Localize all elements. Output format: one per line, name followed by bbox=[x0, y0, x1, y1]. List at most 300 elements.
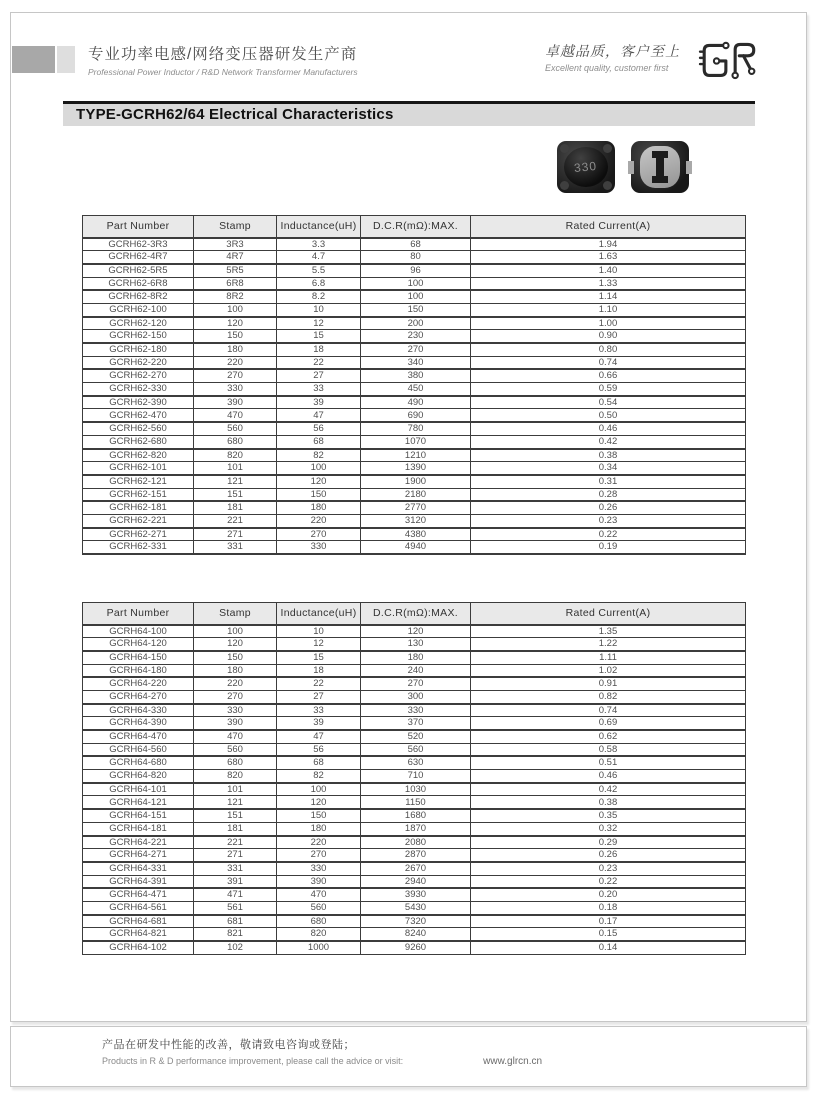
table-cell: GCRH64-270 bbox=[83, 690, 194, 703]
table-cell: GCRH64-120 bbox=[83, 638, 194, 651]
table-cell: 12 bbox=[277, 317, 361, 330]
table-cell: GCRH64-101 bbox=[83, 783, 194, 796]
table-cell: 1.35 bbox=[471, 625, 746, 638]
table-cell: 4940 bbox=[361, 541, 471, 554]
table-cell: 68 bbox=[361, 238, 471, 251]
table-cell: 3.3 bbox=[277, 238, 361, 251]
table-cell: 100 bbox=[194, 303, 277, 316]
table-cell: 0.23 bbox=[471, 514, 746, 527]
table-cell: 5430 bbox=[361, 901, 471, 914]
header-deco-light-square bbox=[57, 46, 75, 73]
table-cell: 0.29 bbox=[471, 836, 746, 849]
table-cell: 10 bbox=[277, 625, 361, 638]
table-cell: 1.40 bbox=[471, 264, 746, 277]
tagline-zh: 卓越品质，客户至上 bbox=[545, 43, 680, 59]
table-cell: 2940 bbox=[361, 875, 471, 888]
table-cell: 101 bbox=[194, 462, 277, 475]
table-cell: 6R8 bbox=[194, 277, 277, 290]
table-cell: 820 bbox=[277, 928, 361, 941]
table-cell: 0.62 bbox=[471, 730, 746, 743]
table-cell: 680 bbox=[277, 915, 361, 928]
table-cell: 270 bbox=[277, 849, 361, 862]
table-cell: GCRH64-100 bbox=[83, 625, 194, 638]
table-cell: 181 bbox=[194, 822, 277, 835]
table-cell: 56 bbox=[277, 743, 361, 756]
table-cell: 0.42 bbox=[471, 783, 746, 796]
table-row bbox=[83, 809, 746, 822]
table-cell: GCRH62-8R2 bbox=[83, 290, 194, 303]
table-cell: 3120 bbox=[361, 514, 471, 527]
table-cell: GCRH62-560 bbox=[83, 422, 194, 435]
table-cell: GCRH62-330 bbox=[83, 383, 194, 396]
table-cell: 0.69 bbox=[471, 717, 746, 730]
table-cell: 1.00 bbox=[471, 317, 746, 330]
table-cell: 1150 bbox=[361, 796, 471, 809]
table-cell: 151 bbox=[194, 809, 277, 822]
footer-note-en: Products in R & D performance improvement, please call the advice or visit: bbox=[102, 1056, 404, 1066]
table-cell: 181 bbox=[194, 501, 277, 514]
table-cell: 300 bbox=[361, 690, 471, 703]
table-cell: 2870 bbox=[361, 849, 471, 862]
table-cell: 690 bbox=[361, 409, 471, 422]
inductor-drum-core bbox=[564, 147, 608, 187]
table-cell: 3930 bbox=[361, 888, 471, 901]
table-cell: 2670 bbox=[361, 862, 471, 875]
table-row bbox=[83, 836, 746, 849]
table-row bbox=[83, 901, 746, 914]
table-cell: 0.17 bbox=[471, 915, 746, 928]
table-cell: 630 bbox=[361, 756, 471, 769]
column-header: Inductance(uH) bbox=[277, 216, 361, 238]
inductor-photo-top bbox=[557, 141, 615, 193]
company-name-en: Professional Power Inductor / R&D Network Transformer Manufacturers bbox=[88, 67, 358, 77]
table-cell: 22 bbox=[277, 677, 361, 690]
table-row bbox=[83, 770, 746, 783]
table-row bbox=[83, 462, 746, 475]
footer-website-url: www.glrcn.cn bbox=[483, 1056, 543, 1067]
table-row bbox=[83, 383, 746, 396]
table-cell: GCRH64-271 bbox=[83, 849, 194, 862]
table-cell: 450 bbox=[361, 383, 471, 396]
table-cell: GCRH62-120 bbox=[83, 317, 194, 330]
inductor-corner-notch bbox=[560, 181, 569, 190]
inductor-corner-notch bbox=[603, 144, 612, 153]
table-cell: 680 bbox=[194, 435, 277, 448]
table-row bbox=[83, 638, 746, 651]
table-cell: GCRH62-181 bbox=[83, 501, 194, 514]
inductor-terminal-right bbox=[686, 161, 692, 174]
table-cell: 82 bbox=[277, 770, 361, 783]
table-cell: 0.20 bbox=[471, 888, 746, 901]
table-cell: 1.33 bbox=[471, 277, 746, 290]
inductor-corner-notch bbox=[560, 144, 569, 153]
table-cell: 180 bbox=[361, 651, 471, 664]
table-row bbox=[83, 690, 746, 703]
column-header: Rated Current(A) bbox=[471, 603, 746, 625]
table-cell: 0.80 bbox=[471, 343, 746, 356]
table-cell: 0.51 bbox=[471, 756, 746, 769]
table-cell: GCRH62-220 bbox=[83, 356, 194, 369]
table-cell: 100 bbox=[361, 290, 471, 303]
table-cell: 780 bbox=[361, 422, 471, 435]
table-cell: 270 bbox=[361, 343, 471, 356]
table-cell: 390 bbox=[277, 875, 361, 888]
table-row bbox=[83, 449, 746, 462]
table-cell: 5.5 bbox=[277, 264, 361, 277]
table-cell: GCRH62-820 bbox=[83, 449, 194, 462]
table-cell: 0.74 bbox=[471, 356, 746, 369]
table-cell: 0.50 bbox=[471, 409, 746, 422]
glr-logo-icon bbox=[698, 38, 762, 86]
table-row bbox=[83, 422, 746, 435]
table-cell: 56 bbox=[277, 422, 361, 435]
table-cell: 100 bbox=[361, 277, 471, 290]
table-cell: 240 bbox=[361, 664, 471, 677]
table-cell: 391 bbox=[194, 875, 277, 888]
table-cell: 340 bbox=[361, 356, 471, 369]
table-cell: 0.42 bbox=[471, 435, 746, 448]
table-cell: 10 bbox=[277, 303, 361, 316]
table-row bbox=[83, 941, 746, 954]
table-cell: 151 bbox=[194, 488, 277, 501]
column-header: Stamp bbox=[194, 603, 277, 625]
table-row bbox=[83, 664, 746, 677]
table-cell: 100 bbox=[277, 783, 361, 796]
table-cell: 101 bbox=[194, 783, 277, 796]
table-cell: GCRH62-3R3 bbox=[83, 238, 194, 251]
table-cell: GCRH64-220 bbox=[83, 677, 194, 690]
table-cell: 1.22 bbox=[471, 638, 746, 651]
table-cell: 1.94 bbox=[471, 238, 746, 251]
table-cell: 330 bbox=[194, 704, 277, 717]
table-cell: 150 bbox=[277, 488, 361, 501]
table-row bbox=[83, 756, 746, 769]
table-cell: GCRH62-221 bbox=[83, 514, 194, 527]
table-row bbox=[83, 501, 746, 514]
table-row bbox=[83, 303, 746, 316]
company-identity bbox=[88, 42, 358, 77]
footer-note bbox=[102, 1036, 542, 1067]
table-cell: 120 bbox=[277, 796, 361, 809]
table-cell: 47 bbox=[277, 730, 361, 743]
table-cell: 121 bbox=[194, 796, 277, 809]
table-cell: 680 bbox=[194, 756, 277, 769]
table-row bbox=[83, 343, 746, 356]
table-cell: 2770 bbox=[361, 501, 471, 514]
table-cell: 470 bbox=[194, 409, 277, 422]
table-cell: 33 bbox=[277, 704, 361, 717]
table-cell: 0.38 bbox=[471, 796, 746, 809]
table-cell: 0.26 bbox=[471, 501, 746, 514]
table-cell: 180 bbox=[277, 501, 361, 514]
table-cell: 820 bbox=[194, 449, 277, 462]
table-cell: 271 bbox=[194, 849, 277, 862]
table-header-row bbox=[83, 216, 746, 238]
table-cell: 1.63 bbox=[471, 251, 746, 264]
table-cell: GCRH62-6R8 bbox=[83, 277, 194, 290]
table-cell: 150 bbox=[361, 303, 471, 316]
table-cell: 121 bbox=[194, 475, 277, 488]
table-cell: 100 bbox=[194, 625, 277, 638]
table-cell: GCRH62-121 bbox=[83, 475, 194, 488]
table-row bbox=[83, 475, 746, 488]
table-cell: 8.2 bbox=[277, 290, 361, 303]
table-row bbox=[83, 317, 746, 330]
table-cell: 180 bbox=[277, 822, 361, 835]
table-cell: 120 bbox=[194, 317, 277, 330]
table-row bbox=[83, 717, 746, 730]
table-cell: 1680 bbox=[361, 809, 471, 822]
company-tagline bbox=[545, 41, 680, 73]
table-row bbox=[83, 730, 746, 743]
table-cell: 1000 bbox=[277, 941, 361, 954]
table-cell: 330 bbox=[361, 704, 471, 717]
table-cell: GCRH62-271 bbox=[83, 528, 194, 541]
table-cell: 96 bbox=[361, 264, 471, 277]
column-header: Inductance(uH) bbox=[277, 603, 361, 625]
table-cell: 7320 bbox=[361, 915, 471, 928]
footer-note-zh: 产品在研发中性能的改善，敬请致电咨询或登陆； bbox=[102, 1039, 355, 1051]
table-cell: 68 bbox=[277, 435, 361, 448]
table-cell: 0.14 bbox=[471, 941, 746, 954]
table-cell: 1900 bbox=[361, 475, 471, 488]
table-row bbox=[83, 651, 746, 664]
table-cell: 33 bbox=[277, 383, 361, 396]
table-cell: 0.18 bbox=[471, 901, 746, 914]
table-cell: 0.34 bbox=[471, 462, 746, 475]
table-cell: 12 bbox=[277, 638, 361, 651]
table-cell: GCRH64-330 bbox=[83, 704, 194, 717]
table-cell: GCRH64-151 bbox=[83, 809, 194, 822]
table-cell: GCRH62-470 bbox=[83, 409, 194, 422]
inductor-corner-notch bbox=[603, 181, 612, 190]
table-cell: 27 bbox=[277, 690, 361, 703]
table-cell: 0.54 bbox=[471, 396, 746, 409]
table-cell: 120 bbox=[277, 475, 361, 488]
table-cell: 180 bbox=[194, 664, 277, 677]
table-cell: 9260 bbox=[361, 941, 471, 954]
table-cell: GCRH62-5R5 bbox=[83, 264, 194, 277]
table-cell: 0.46 bbox=[471, 422, 746, 435]
table-cell: 270 bbox=[194, 690, 277, 703]
table-cell: 4380 bbox=[361, 528, 471, 541]
table-cell: 130 bbox=[361, 638, 471, 651]
table-row bbox=[83, 251, 746, 264]
table-cell: 820 bbox=[194, 770, 277, 783]
table-row bbox=[83, 796, 746, 809]
table-row bbox=[83, 290, 746, 303]
table-row bbox=[83, 488, 746, 501]
table-cell: 2080 bbox=[361, 836, 471, 849]
table-cell: 560 bbox=[194, 743, 277, 756]
gcrh62-characteristics-table bbox=[82, 215, 746, 555]
table-cell: 560 bbox=[361, 743, 471, 756]
table-cell: 39 bbox=[277, 717, 361, 730]
table-cell: 0.91 bbox=[471, 677, 746, 690]
table-cell: 0.58 bbox=[471, 743, 746, 756]
table-cell: 68 bbox=[277, 756, 361, 769]
table-cell: 15 bbox=[277, 330, 361, 343]
inductor-photo-bottom bbox=[631, 141, 689, 193]
table-cell: 150 bbox=[194, 651, 277, 664]
table-row bbox=[83, 528, 746, 541]
table-cell: 1210 bbox=[361, 449, 471, 462]
table-cell: 18 bbox=[277, 664, 361, 677]
column-header: Stamp bbox=[194, 216, 277, 238]
table-row bbox=[83, 238, 746, 251]
table-row bbox=[83, 356, 746, 369]
table-cell: 331 bbox=[194, 862, 277, 875]
table-cell: 1.02 bbox=[471, 664, 746, 677]
table-cell: 47 bbox=[277, 409, 361, 422]
table-cell: GCRH64-680 bbox=[83, 756, 194, 769]
table-cell: 470 bbox=[277, 888, 361, 901]
table-cell: 390 bbox=[194, 717, 277, 730]
table-cell: 15 bbox=[277, 651, 361, 664]
table-cell: 3R3 bbox=[194, 238, 277, 251]
table-cell: 220 bbox=[194, 356, 277, 369]
table-cell: 8R2 bbox=[194, 290, 277, 303]
column-header: Part Number bbox=[83, 603, 194, 625]
table-row bbox=[83, 369, 746, 382]
table-cell: 1870 bbox=[361, 822, 471, 835]
table-cell: GCRH64-820 bbox=[83, 770, 194, 783]
table-cell: 710 bbox=[361, 770, 471, 783]
table-cell: 230 bbox=[361, 330, 471, 343]
table-cell: 18 bbox=[277, 343, 361, 356]
table-cell: 39 bbox=[277, 396, 361, 409]
table-cell: GCRH62-270 bbox=[83, 369, 194, 382]
table-cell: 82 bbox=[277, 449, 361, 462]
table-cell: GCRH64-391 bbox=[83, 875, 194, 888]
table-cell: 27 bbox=[277, 369, 361, 382]
table-cell: GCRH62-680 bbox=[83, 435, 194, 448]
company-name-zh: 专业功率电感/网络变压器研发生产商 bbox=[88, 46, 358, 63]
table-cell: 380 bbox=[361, 369, 471, 382]
table-cell: 8240 bbox=[361, 928, 471, 941]
table-cell: 490 bbox=[361, 396, 471, 409]
table-cell: 221 bbox=[194, 514, 277, 527]
table-cell: 0.15 bbox=[471, 928, 746, 941]
header-deco-dark-square bbox=[12, 46, 55, 73]
page-title: TYPE-GCRH62/64 Electrical Characteristics bbox=[63, 101, 755, 126]
table-cell: 0.46 bbox=[471, 770, 746, 783]
table-cell: 0.22 bbox=[471, 875, 746, 888]
table-row bbox=[83, 928, 746, 941]
table-row bbox=[83, 264, 746, 277]
table-cell: 22 bbox=[277, 356, 361, 369]
table-cell: 370 bbox=[361, 717, 471, 730]
table-cell: GCRH62-100 bbox=[83, 303, 194, 316]
table-header-row bbox=[83, 603, 746, 625]
table-cell: 100 bbox=[277, 462, 361, 475]
table-cell: 150 bbox=[194, 330, 277, 343]
column-header: Part Number bbox=[83, 216, 194, 238]
table-cell: 330 bbox=[277, 862, 361, 875]
table-cell: 1.11 bbox=[471, 651, 746, 664]
column-header: D.C.R(mΩ):MAX. bbox=[361, 603, 471, 625]
table-cell: GCRH62-331 bbox=[83, 541, 194, 554]
table-cell: GCRH62-150 bbox=[83, 330, 194, 343]
table-row bbox=[83, 514, 746, 527]
table-cell: 0.59 bbox=[471, 383, 746, 396]
inductor-base-plate bbox=[640, 146, 680, 188]
table-cell: 0.66 bbox=[471, 369, 746, 382]
table-row bbox=[83, 862, 746, 875]
table-cell: 560 bbox=[277, 901, 361, 914]
table-row bbox=[83, 743, 746, 756]
table-cell: GCRH64-331 bbox=[83, 862, 194, 875]
table-cell: 221 bbox=[194, 836, 277, 849]
table-cell: 331 bbox=[194, 541, 277, 554]
table-cell: 1070 bbox=[361, 435, 471, 448]
table-cell: 4R7 bbox=[194, 251, 277, 264]
table-row bbox=[83, 435, 746, 448]
table-cell: 180 bbox=[194, 343, 277, 356]
table-row bbox=[83, 330, 746, 343]
table-cell: 220 bbox=[194, 677, 277, 690]
gcrh64-characteristics-table bbox=[82, 602, 746, 955]
table-cell: 0.35 bbox=[471, 809, 746, 822]
table-cell: 390 bbox=[194, 396, 277, 409]
table-cell: 1390 bbox=[361, 462, 471, 475]
table-row bbox=[83, 822, 746, 835]
table-cell: 270 bbox=[361, 677, 471, 690]
table-cell: GCRH64-150 bbox=[83, 651, 194, 664]
table-cell: 2180 bbox=[361, 488, 471, 501]
table-row bbox=[83, 915, 746, 928]
table-cell: GCRH64-470 bbox=[83, 730, 194, 743]
table-row bbox=[83, 849, 746, 862]
table-cell: GCRH64-560 bbox=[83, 743, 194, 756]
table-row bbox=[83, 409, 746, 422]
table-cell: GCRH62-151 bbox=[83, 488, 194, 501]
table-cell: GCRH62-101 bbox=[83, 462, 194, 475]
table-cell: 5R5 bbox=[194, 264, 277, 277]
table-cell: GCRH62-180 bbox=[83, 343, 194, 356]
table-cell: 4.7 bbox=[277, 251, 361, 264]
table-cell: 6.8 bbox=[277, 277, 361, 290]
table-row bbox=[83, 396, 746, 409]
table-row bbox=[83, 888, 746, 901]
table-cell: 0.38 bbox=[471, 449, 746, 462]
table-cell: 150 bbox=[277, 809, 361, 822]
table-cell: GCRH64-561 bbox=[83, 901, 194, 914]
inductor-terminal-left bbox=[628, 161, 634, 174]
table-cell: 270 bbox=[277, 528, 361, 541]
table-cell: GCRH64-180 bbox=[83, 664, 194, 677]
inductor-stamp-label: 330 bbox=[573, 158, 599, 176]
table-row bbox=[83, 277, 746, 290]
table-cell: 270 bbox=[194, 369, 277, 382]
table-cell: GCRH64-121 bbox=[83, 796, 194, 809]
table-cell: 330 bbox=[277, 541, 361, 554]
table-row bbox=[83, 625, 746, 638]
table-cell: 520 bbox=[361, 730, 471, 743]
table-cell: 0.31 bbox=[471, 475, 746, 488]
table-cell: 0.32 bbox=[471, 822, 746, 835]
table-cell: 681 bbox=[194, 915, 277, 928]
table-cell: 0.19 bbox=[471, 541, 746, 554]
table-cell: 220 bbox=[277, 514, 361, 527]
table-cell: GCRH64-221 bbox=[83, 836, 194, 849]
column-header: D.C.R(mΩ):MAX. bbox=[361, 216, 471, 238]
table-cell: GCRH62-390 bbox=[83, 396, 194, 409]
table-cell: 220 bbox=[277, 836, 361, 849]
table-row bbox=[83, 677, 746, 690]
table-row bbox=[83, 783, 746, 796]
tagline-en: Excellent quality, customer first bbox=[545, 63, 669, 73]
